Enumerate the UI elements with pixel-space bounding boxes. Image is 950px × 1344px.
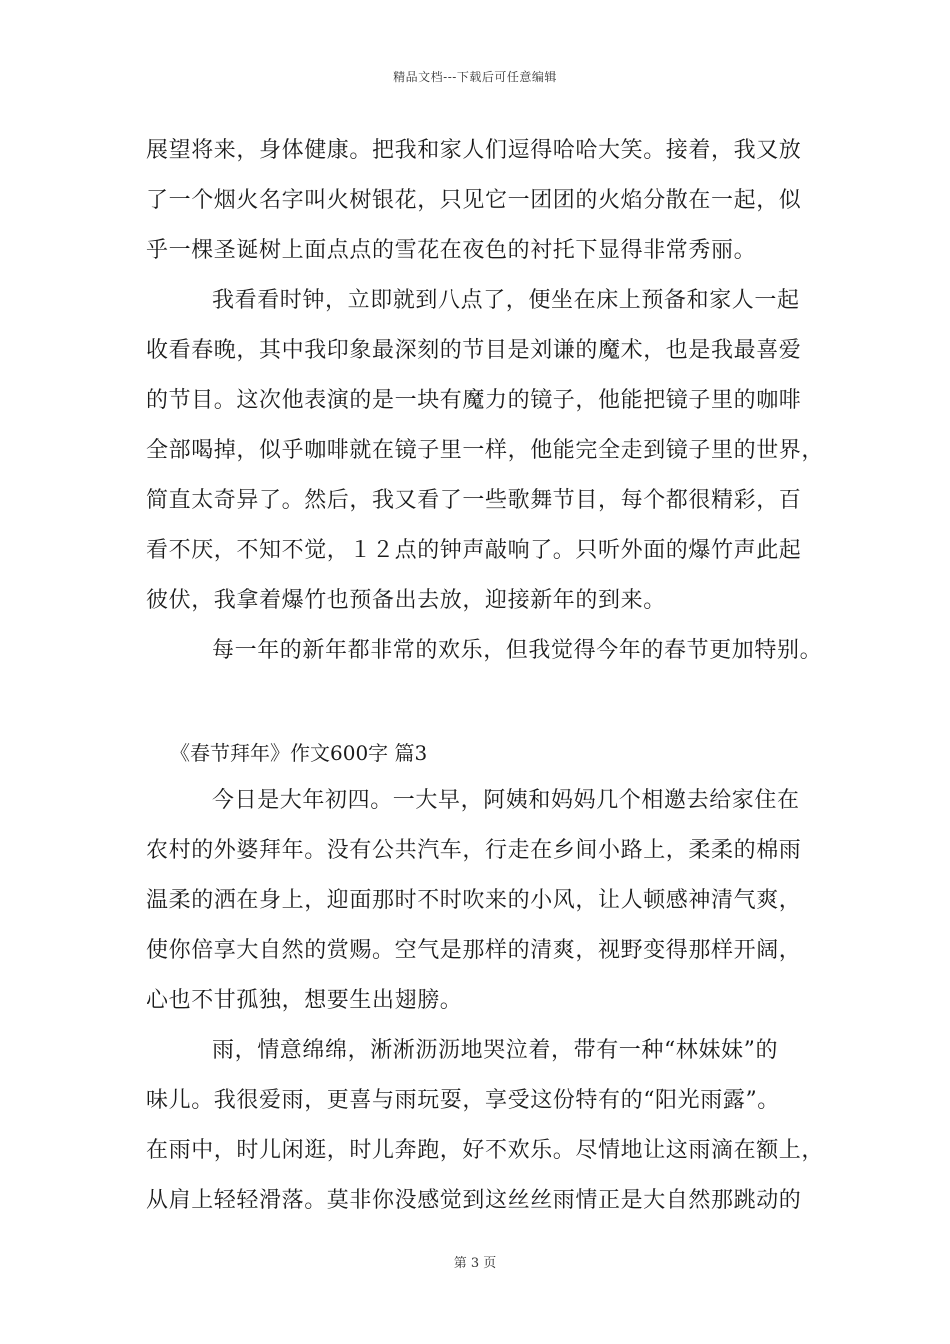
paragraph-line: 展望将来，身体健康。把我和家人们逗得哈哈大笑。接着，我又放 (146, 138, 802, 163)
paragraph-line: 彼伏，我拿着爆竹也预备出去放，迎接新年的到来。 (146, 588, 666, 613)
paragraph-line: 心也不甘孤独，想要生出翅膀。 (146, 988, 463, 1013)
paragraph-line: 今日是大年初四。一大早，阿姨和妈妈几个相邀去给家住在 (212, 788, 800, 813)
paragraph-line: 味儿。我很爱雨，更喜与雨玩耍，享受这份特有的“阳光雨露”。 (146, 1088, 780, 1113)
page-header: 精品文档---下载后可任意编辑 (393, 70, 557, 84)
paragraph-line: 农村的外婆拜年。没有公共汽车，行走在乡间小路上，柔柔的棉雨 (146, 838, 802, 863)
paragraph-line: 全部喝掉，似乎咖啡就在镜子里一样，他能完全走到镜子里的世界， (146, 438, 825, 463)
paragraph-line: 乎一棵圣诞树上面点点的雪花在夜色的衬托下显得非常秀丽。 (146, 238, 757, 263)
paragraph-line: 看不厌，不知不觉，１２点的钟声敲响了。只听外面的爆竹声此起 (146, 538, 802, 563)
paragraph-line: 雨，情意绵绵，淅淅沥沥地哭泣着，带有一种“林妹妹”的 (212, 1038, 779, 1063)
paragraph-line: 简直太奇异了。然后，我又看了一些歌舞节目，每个都很精彩，百 (146, 488, 802, 513)
paragraph-line: 每一年的新年都非常的欢乐，但我觉得今年的春节更加特别。 (212, 638, 823, 663)
paragraph-line: 收看春晚，其中我印象最深刻的节目是刘谦的魔术，也是我最喜爱 (146, 338, 802, 363)
paragraph-line: 的节目。这次他表演的是一块有魔力的镜子，他能把镜子里的咖啡 (146, 388, 802, 413)
paragraph-line: 使你倍享大自然的赏赐。空气是那样的清爽，视野变得那样开阔， (146, 938, 802, 963)
paragraph-line: 从肩上轻轻滑落。莫非你没感觉到这丝丝雨情正是大自然那跳动的 (146, 1188, 802, 1213)
paragraph-line: 了一个烟火名字叫火树银花，只见它一团团的火焰分散在一起，似 (146, 188, 802, 213)
section-title: 《春节拜年》作文600字 篇3 (170, 741, 428, 765)
paragraph-line: 在雨中，时儿闲逛，时儿奔跑，好不欢乐。尽情地让这雨滴在额上， (146, 1138, 825, 1163)
paragraph-line: 温柔的洒在身上，迎面那时不时吹来的小风，让人顿感神清气爽， (146, 888, 802, 913)
page-number: 第 3 页 (453, 1256, 497, 1271)
paragraph-line: 我看看时钟，立即就到八点了，便坐在床上预备和家人一起 (212, 288, 800, 313)
